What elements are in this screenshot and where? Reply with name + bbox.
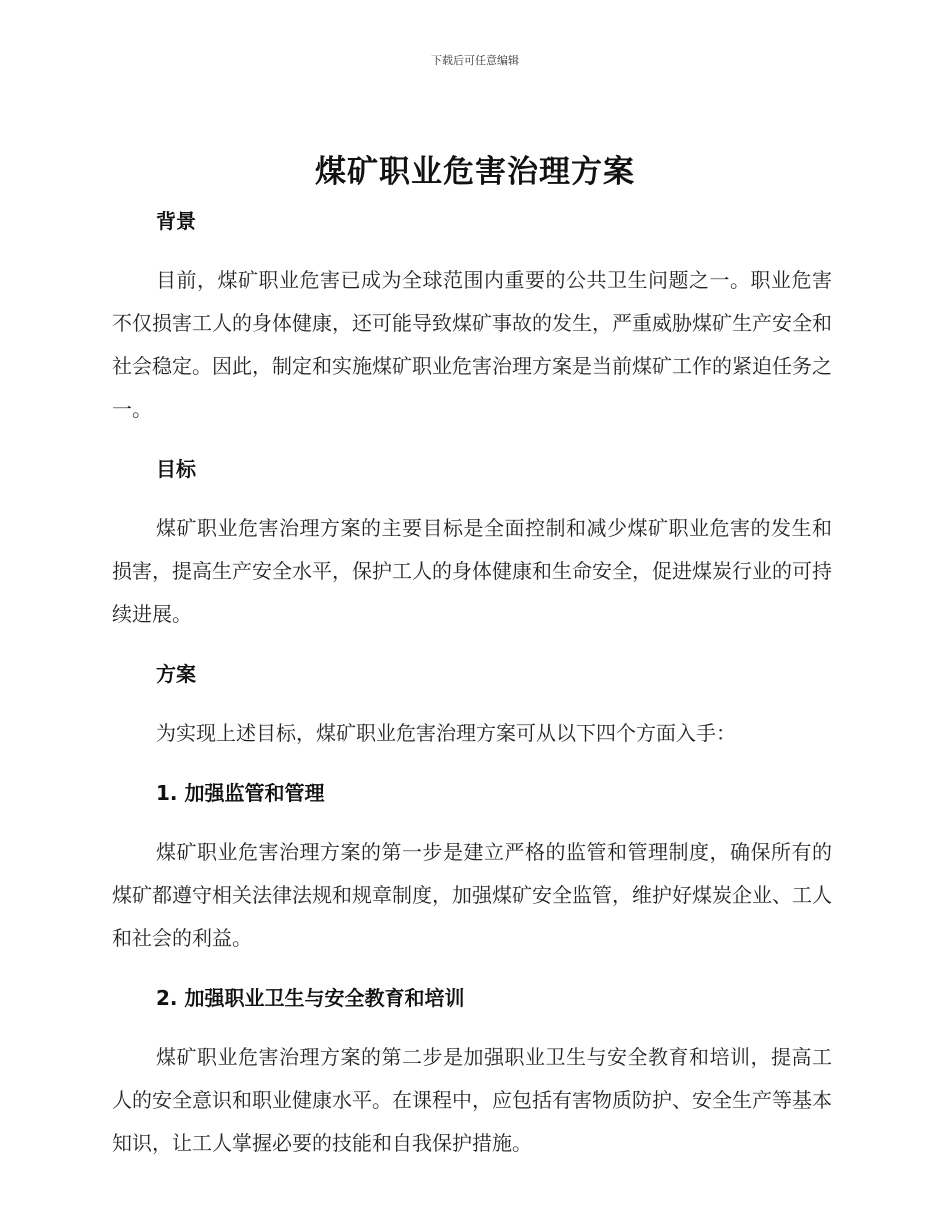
document-title: 煤矿职业危害治理方案	[315, 154, 635, 190]
section-heading: 方案	[156, 662, 196, 686]
section-background	[112, 203, 832, 431]
section-heading: 目标	[156, 457, 196, 481]
document-body	[112, 203, 832, 1165]
section-supervision	[112, 775, 832, 960]
section-paragraph: 煤矿职业危害治理方案的第一步是建立严格的监管和管理制度，确保所有的煤矿都遵守相关法律法规和规章制度，加强煤矿安全监管，维护好煤炭企业、工人和社会的利益。	[112, 840, 832, 950]
section-paragraph: 为实现上述目标，煤矿职业危害治理方案可从以下四个方面入手：	[156, 721, 736, 745]
section-heading: 2. 加强职业卫生与安全教育和培训	[156, 986, 465, 1010]
section-heading: 背景	[156, 209, 196, 233]
section-paragraph: 煤矿职业危害治理方案的第二步是加强职业卫生与安全教育和培训，提高工人的安全意识和职业健康水平。在课程中，应包括有害物质防护、安全生产等基本知识，让工人掌握必要的技能和自我保护措施。	[112, 1045, 832, 1155]
section-goal	[112, 451, 832, 636]
section-paragraph: 目前，煤矿职业危害已成为全球范围内重要的公共卫生问题之一。职业危害不仅损害工人的身体健康，还可能导致煤矿事故的发生，严重威胁煤矿生产安全和社会稳定。因此，制定和实施煤矿职业危害治理方案是当前煤矿工作的紧迫任务之一。	[112, 268, 832, 421]
section-plan	[112, 656, 832, 755]
header-note: 下载后可任意编辑	[431, 54, 519, 67]
section-paragraph: 煤矿职业危害治理方案的主要目标是全面控制和减少煤矿职业危害的发生和损害，提高生产安全水平，保护工人的身体健康和生命安全，促进煤炭行业的可持续进展。	[112, 516, 832, 626]
section-training	[112, 980, 832, 1165]
section-heading: 1. 加强监管和管理	[156, 781, 325, 805]
